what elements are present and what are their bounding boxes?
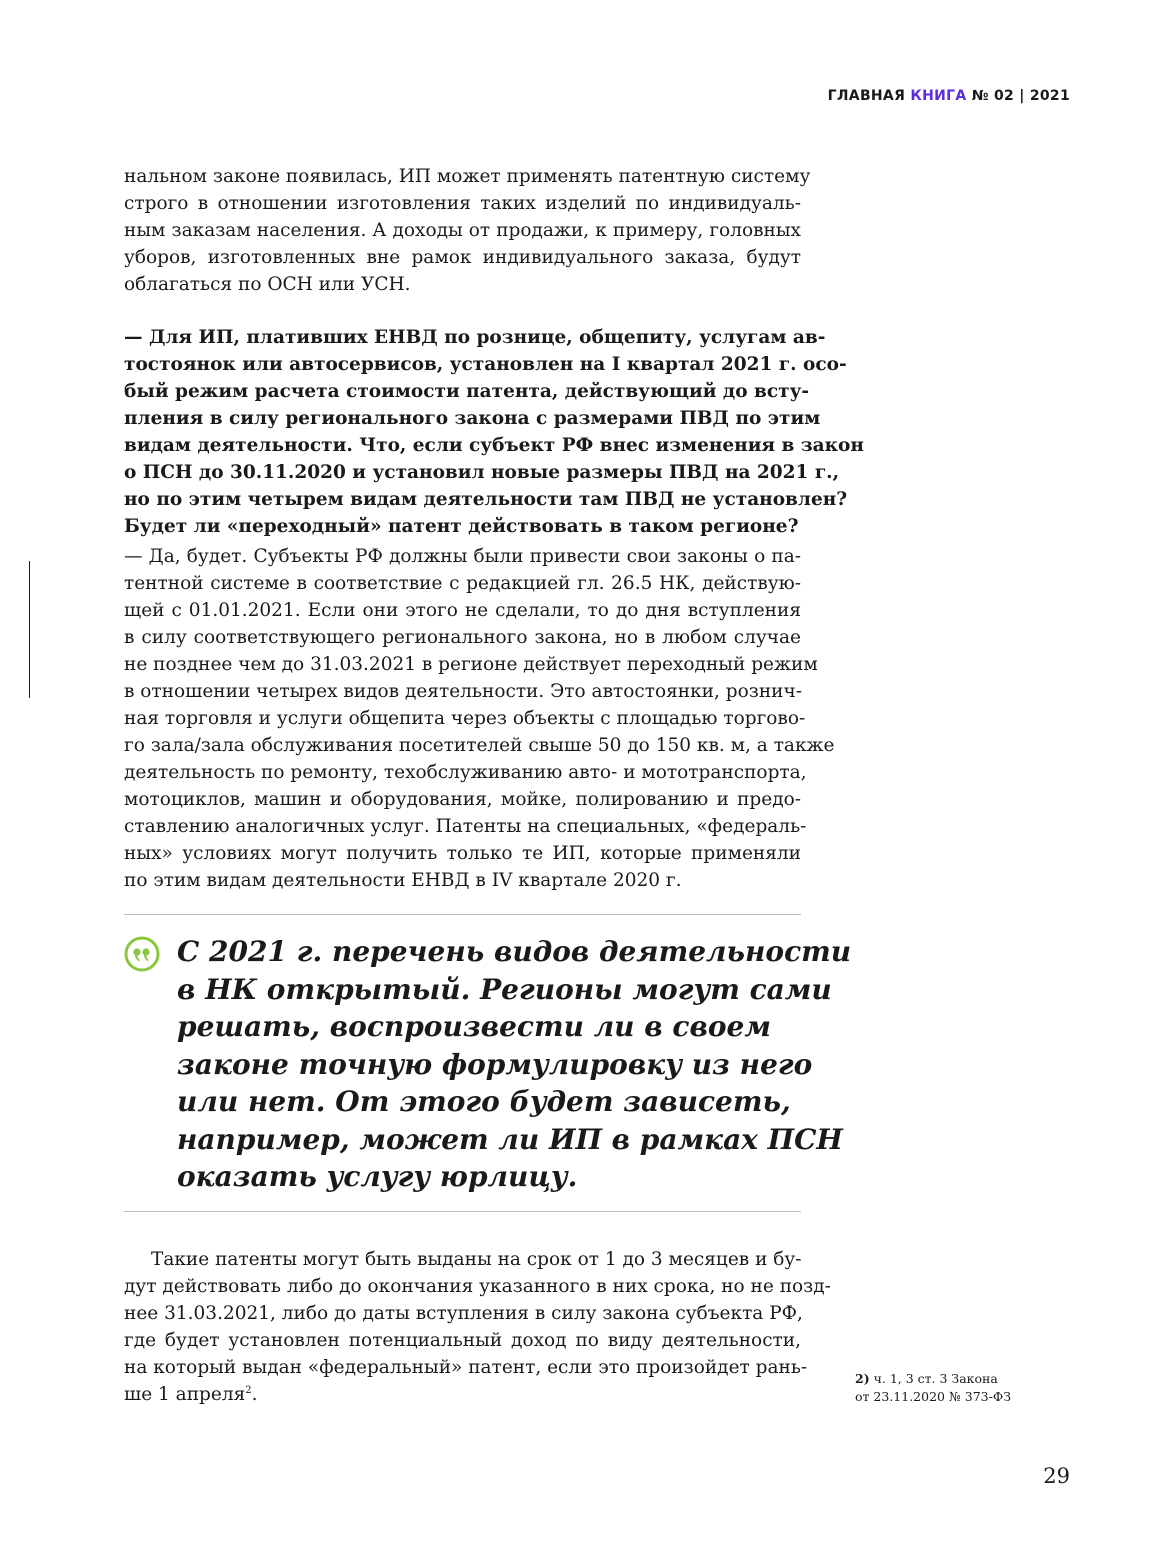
text-line: — Для ИП, плативших ЕНВД по рознице, общепиту, услугам ав-: [124, 327, 826, 348]
text-fragment: ше 1 апреля: [124, 1384, 246, 1405]
text-line: нальном законе появилась, ИП может применять патентную систему: [124, 166, 811, 187]
pullquote-line: или нет. От этого будет зависеть,: [177, 1085, 791, 1118]
brand-name-part1: ГЛАВНАЯ: [827, 88, 906, 104]
text-line: деятельность по ремонту, техобслуживанию авто- и мототранспорта,: [124, 762, 807, 783]
text-line: уборов, изготовленных вне рамок индивидуального заказа, будут: [124, 247, 801, 268]
footnote-text-line2: от 23.11.2020 № 373-ФЗ: [855, 1389, 1012, 1404]
text-line: мотоциклов, машин и оборудования, мойке, полированию и предо-: [124, 789, 801, 810]
text-line: тентной системе в соответствие с редакцией гл. 26.5 НК, действую-: [124, 573, 801, 594]
pullquote-bottom-rule: [124, 1211, 801, 1212]
text-line: го зала/зала обслуживания посетителей свыше 50 до 150 кв. м, а также: [124, 735, 835, 756]
text-line: дут действовать либо до окончания указанного в них срока, но не позд-: [124, 1276, 831, 1297]
quote-icon-marks: [133, 948, 149, 961]
footnote-reference[interactable]: 2: [245, 1384, 252, 1396]
issue-number: № 02 | 2021: [971, 88, 1070, 104]
text-line: [124, 1381, 801, 1408]
text-line: бый режим расчета стоимости патента, действующий до всту-: [124, 381, 810, 402]
text-line: облагаться по ОСН или УСН.: [124, 274, 411, 295]
margin-change-bar: [29, 561, 30, 698]
pullquote: [177, 933, 852, 1196]
masthead: [828, 88, 1070, 104]
pullquote-line: законе точную формулировку из него: [177, 1047, 813, 1081]
text-line: в силу соответствующего регионального закона, но в любом случае: [124, 627, 801, 648]
quote-icon: [124, 936, 160, 972]
text-line: но по этим четырем видам деятельности там ПВД не установлен?: [124, 489, 848, 510]
text-line: — Да, будет. Субъекты РФ должны были привести свои законы о па-: [124, 546, 801, 567]
quote-icon-ring: [126, 938, 158, 970]
text-line: ных» условиях могут получить только те ИП, которые применяли: [124, 843, 801, 864]
pullquote-line: решать, воспроизвести ли в своем: [177, 1010, 771, 1043]
text-line: на который выдан «федеральный» патент, если это произойдет рань-: [124, 1357, 808, 1378]
text-line: не позднее чем до 31.03.2021 в регионе действует переходный режим: [124, 654, 818, 675]
answer-paragraph: [124, 543, 835, 894]
text-line: о ПСН до 30.11.2020 и установил новые размеры ПВД на 2021 г.,: [124, 462, 840, 483]
page-number: 29: [1043, 1464, 1070, 1488]
text-line: нее 31.03.2021, либо до даты вступления в силу закона субъекта РФ,: [124, 1303, 803, 1324]
pullquote-line: С 2021 г. перечень видов деятельности: [177, 935, 852, 968]
text-line: пления в силу регионального закона с размерами ПВД по этим: [124, 408, 821, 429]
text-line: в отношении четырех видов деятельности. Это автостоянки, рознич-: [124, 681, 802, 702]
brand-name-part2: КНИГА: [910, 88, 967, 104]
pullquote-line: в НК открытый. Регионы могут сами: [177, 972, 832, 1006]
text-line: тостоянок или автосервисов, установлен на I квартал 2021 г. осо-: [124, 354, 847, 375]
intro-paragraph: [124, 163, 811, 298]
pullquote-line: оказать услугу юрлицу.: [177, 1160, 578, 1193]
text-line: Будет ли «переходный» патент действовать в таком регионе?: [124, 516, 799, 537]
text-line: видам деятельности. Что, если субъект РФ внес изменения в закон: [124, 435, 864, 456]
pullquote-line: например, может ли ИП в рамках ПСН: [177, 1122, 843, 1156]
footnote-mark: 2): [855, 1371, 870, 1386]
text-line: по этим видам деятельности ЕНВД в IV квартале 2020 г.: [124, 870, 682, 891]
footnote: [855, 1370, 1011, 1406]
text-line: ная торговля и услуги общепита через объекты с площадью торгово-: [124, 708, 806, 729]
question-paragraph: [124, 324, 864, 540]
text-line: Такие патенты могут быть выданы на срок от 1 до 3 месяцев и бу-: [151, 1249, 802, 1270]
text-line: ставлению аналогичных услуг. Патенты на специальных, «федераль-: [124, 816, 807, 837]
text-line: ным заказам населения. А доходы от продажи, к примеру, головных: [124, 220, 801, 241]
text-line: строго в отношении изготовления таких изделий по индивидуаль-: [124, 193, 801, 214]
text-line: щей с 01.01.2021. Если они этого не сделали, то до дня вступления: [124, 600, 801, 621]
footnote-text-line1: ч. 1, 3 ст. 3 Закона: [873, 1371, 998, 1386]
closing-paragraph: [124, 1246, 831, 1408]
text-line: где будет установлен потенциальный доход по виду деятельности,: [124, 1330, 801, 1351]
text-fragment: .: [251, 1384, 258, 1405]
pullquote-top-rule: [124, 914, 801, 915]
